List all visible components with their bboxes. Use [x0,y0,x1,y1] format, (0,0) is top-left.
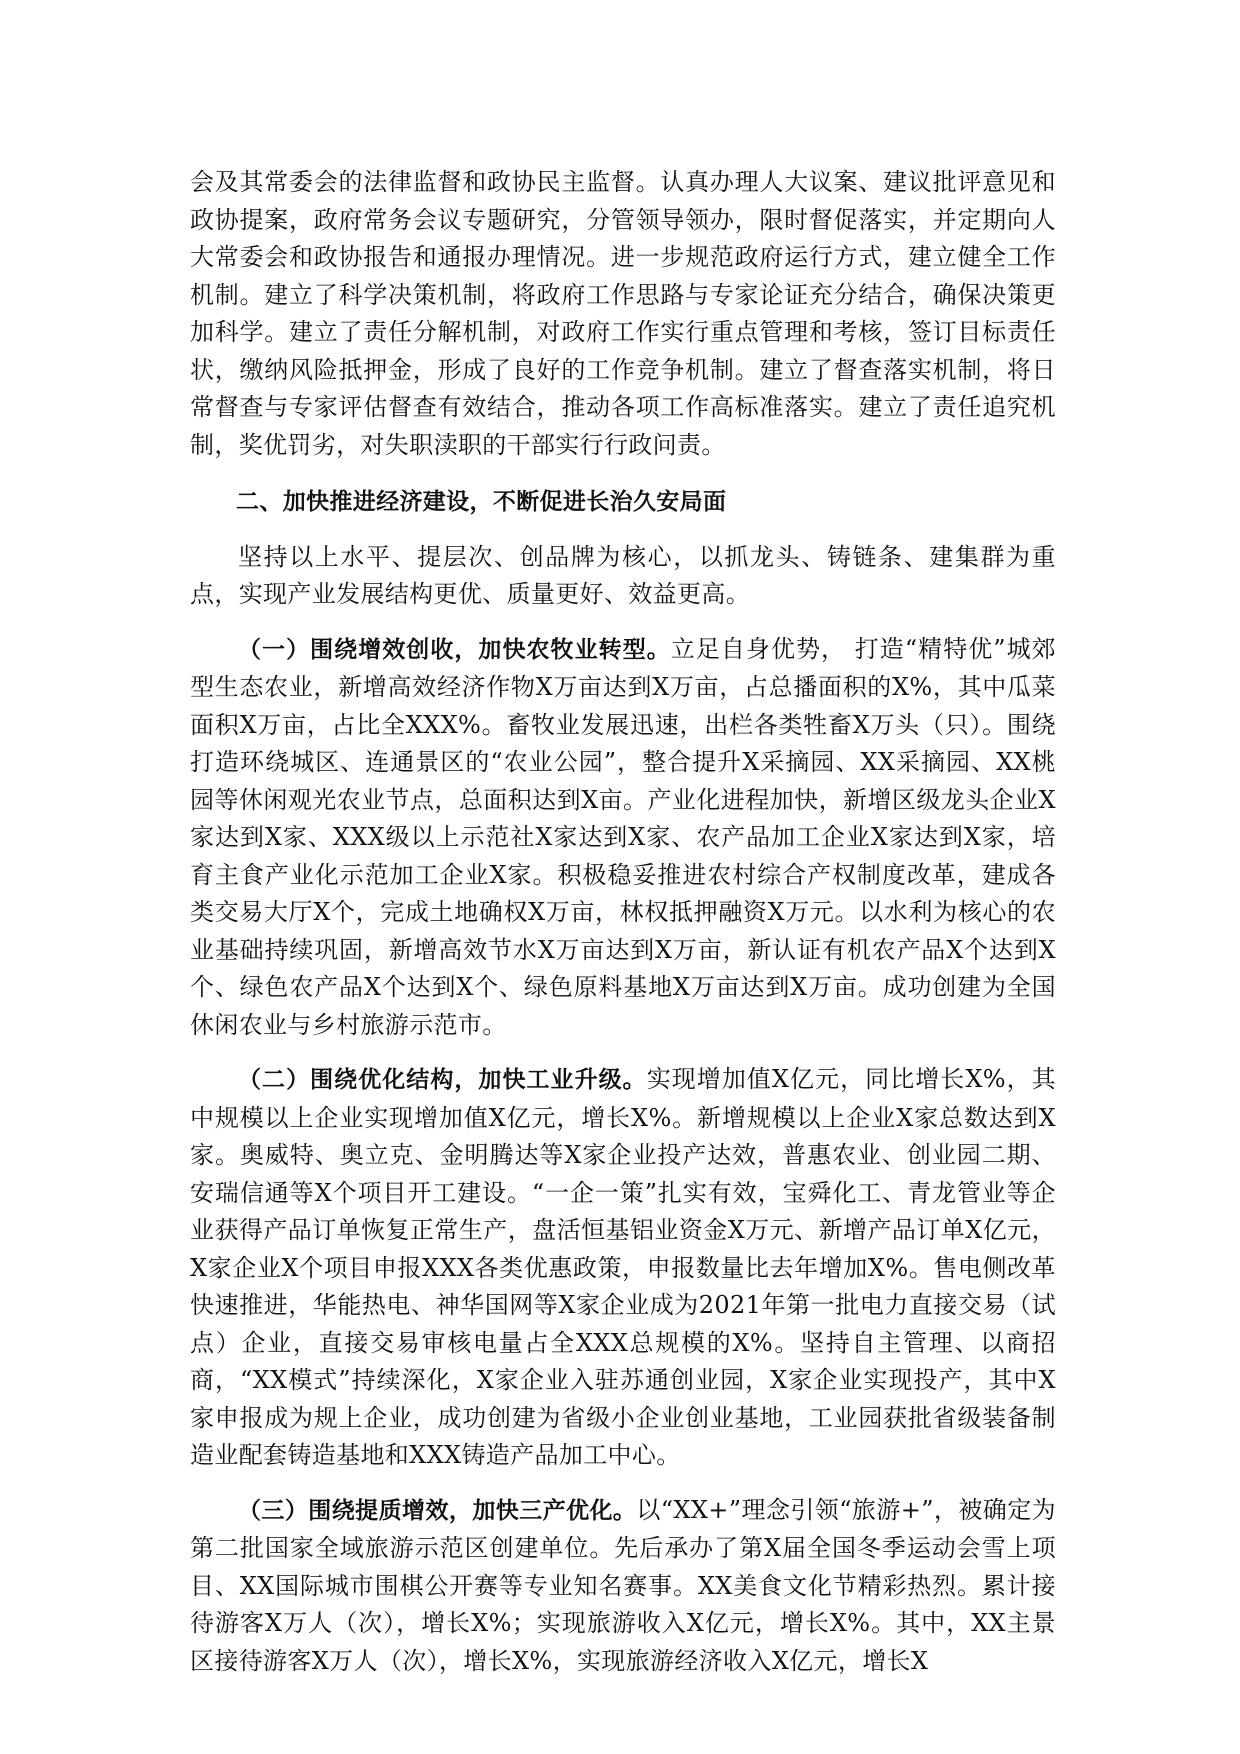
subsection-lead-industry: （二）围绕优化结构，加快工业升级。 [238,1067,647,1093]
spacer [190,614,1056,631]
paragraph-industry-body: 实现增加值X亿元，同比增长X%，其中规模以上企业实现增加值X亿元，增长X%。新增规模以上企业X家总数达到X家。奥威特、奥立克、金明腾达等X家企业投产达效，普惠农业、创业园二期、安瑞信通等X个项目开工建设。“一企一策”扎实有效，宝舜化工、青龙管业等企业获得产品订单恢复正常生产，盘活恒基铝业资金X万元、新增产品订单X亿元，X家企业X个项目申报XXX各类优惠政策，申报数量比去年增加X%。售电侧改革快速推进，华能热电、神华国网等X家企业成为2021年第一批电力直接交易（试点）企业，直接交易审核电量占全XXX总规模的X%。坚持自主管理、以商招商，“XX模式”持续深化，X家企业入驻苏通创业园，X家企业实现投产，其中X家申报成为规上企业，成功创建为省级小企业创业基地，工业园获批省级装备制造业配套铸造基地和XXX铸造产品加工中心。 [190,1065,1056,1469]
paragraph-industry [190,1061,1056,1475]
paragraph-supervision-mechanisms: 会及其常委会的法律监督和政协民主监督。认真办理人大议案、建议批评意见和政协提案，政府常务会议专题研究，分管领导领办，限时督促落实，并定期向人大常委会和政协报告和通报办理情况。进一步规范政府运行方式，建立健全工作机制。建立了科学决策机制，将政府工作思路与专家论证充分结合，确保决策更加科学。建立了责任分解机制，对政府工作实行重点管理和考核，签订目标责任状，缴纳风险抵押金，形成了良好的工作竞争机制。建立了督查落实机制，将日常督查与专家评估督查有效结合，推动各项工作高标准落实。建立了责任追究机制，奖优罚劣，对失职渎职的干部实行行政问责。 [190,168,1056,459]
paragraph-tertiary-body: 以“XX+”理念引领“旅游+”，被确定为第二批国家全域旅游示范区创建单位。先后承办了第X届全国冬季运动会雪上项目、XX国际城市围棋公开赛等专业知名赛事。XX美食文化节精彩热烈。累计接待游客X万人（次），增长X%；实现旅游收入X亿元，增长X%。其中，XX主景区接待游客X万人（次），增长X%，实现旅游经济收入X亿元，增长X [190,1495,1057,1675]
paragraph-agriculture-body: 立足自身优势， 打造“精特优”城郊型生态农业，新增高效经济作物X万亩达到X万亩，占总播面积的X%，其中瓜菜面积X万亩，占比全XXX%。畜牧业发展迅速，出栏各类牲畜X万头（只）。围绕打造环绕城区、连通景区的“农业公园”，整合提升X采摘园、XX采摘园、XX桃园等休闲观光农业节点，总面积达到X亩。产业化进程加快，新增区级龙头企业X家达到X家、XXX级以上示范社X家达到X家、农产品加工企业X家达到X家，培育主食产业化示范加工企业X家。积极稳妥推进农村综合产权制度改革，建成各类交易大厅X个，完成土地确权X万亩，林权抵押融资X万元。以水利为核心的农业基础持续巩固，新增高效节水X万亩达到X万亩，新认证有机农产品X个达到X个、绿色农产品X个达到X个、绿色原料基地X万亩达到X万亩。成功创建为全国休闲农业与乡村旅游示范市。 [190,634,1056,1039]
paragraph-industry-goals: 坚持以上水平、提层次、创品牌为核心，以抓龙头、铸链条、建集群为重点，实现产业发展结构更优、质量更好、效益更高。 [190,542,1056,608]
paragraph-agriculture [190,631,1056,1045]
paragraph-tertiary [190,1492,1056,1681]
spacer [190,1044,1056,1061]
spacer [190,464,1056,484]
section-heading-economic-construction: 二、加快推进经济建设，不断促进长治久安局面 [236,489,727,515]
subsection-lead-agriculture: （一）围绕增效创收，加快农牧业转型。 [238,636,671,663]
spacer [190,1475,1056,1492]
subsection-lead-tertiary: （三）围绕提质增效，加快三产优化。 [238,1497,637,1524]
spacer [190,522,1056,539]
